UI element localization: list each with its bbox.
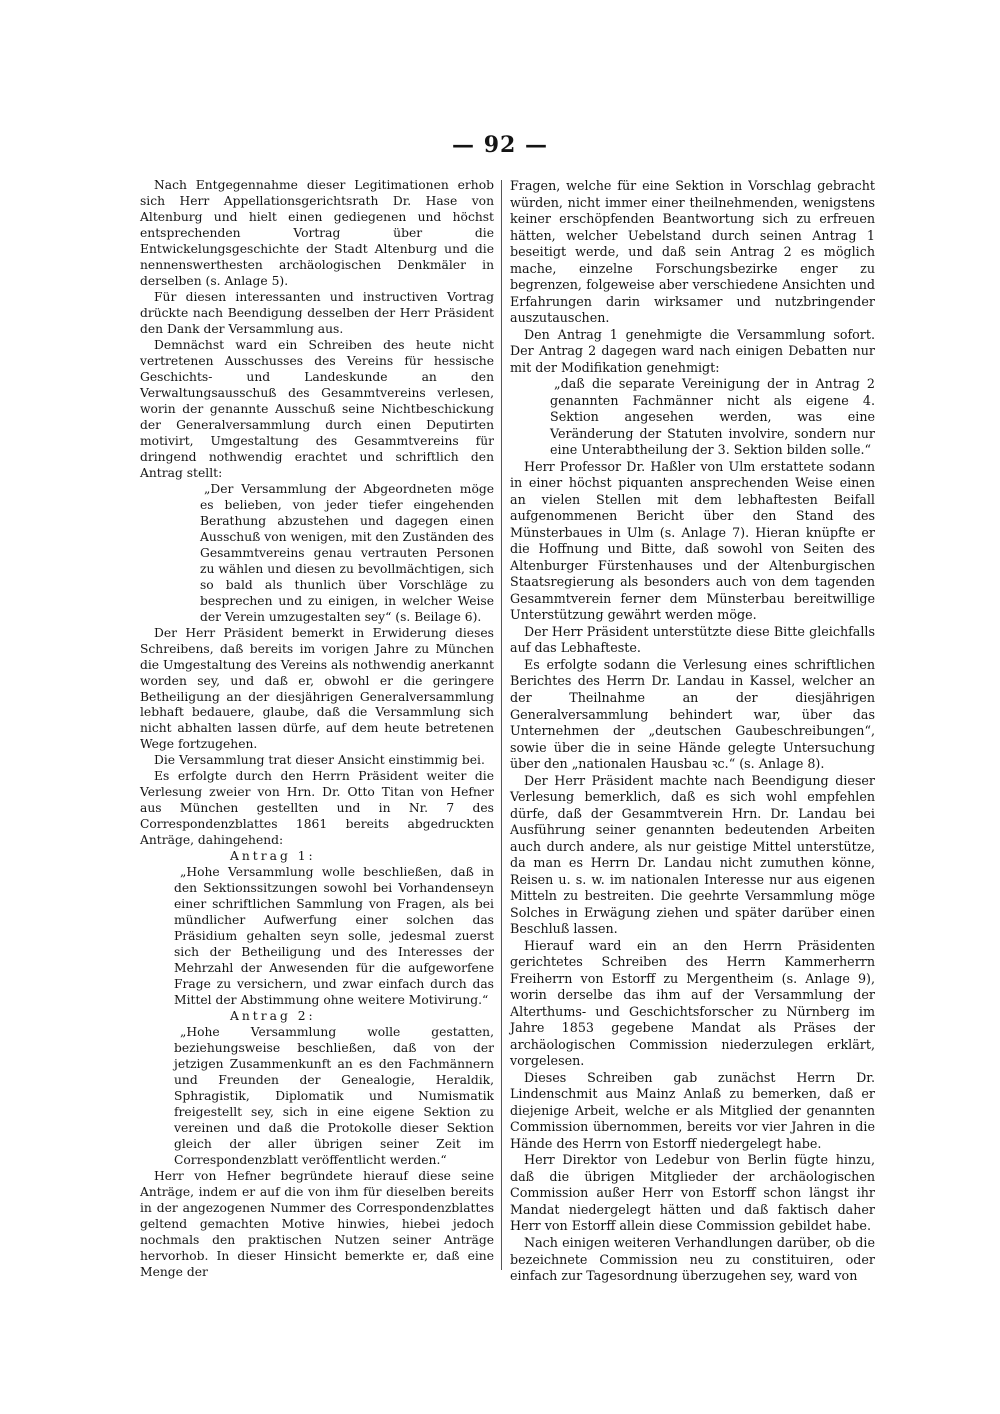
paragraph: Der Herr Präsident machte nach Beendigung dieser Verlesung bemerklich, daß es sich wohl empfehlen dürfe, daß der Gesammtverein Hrn. Dr. Landau bei Ausführung seiner genannten bedeutenden Arbeiten auch durch andere, als nur geistige Mittel unterstütze, da man es Herrn Dr. Landau nicht zumuthen könne, Reisen u. s. w. im nationalen Interesse nur aus eigenen Mitteln zu bestreiten. Die geehrte Versammlung möge Solches in Erwägung ziehen und später darüber einen Beschluß lassen.	[510, 772, 875, 937]
paragraph: Den Antrag 1 genehmigte die Versammlung sofort. Der Antrag 2 dagegen ward nach einigen Debatten nur mit der Modifikation genehmigt:	[510, 326, 875, 375]
paragraph: Herr Professor Dr. Haßler von Ulm erstattete sodann in einer höchst piquanten ansprechenden Weise einen an vielen Stellen mit dem lebhaftesten Beifall aufgenommenen Bericht über den Stand des Münsterbaues in Ulm (s. Anlage 7). Hieran knüpfte er die Hoffnung und Bitte, daß sowohl von Seiten des Altenburger Fürstenhauses und der Altenburgischen Staatsregierung als besonders auch von dem tagenden Gesammtverein ferner dem Münsterbau bereitwillige Unterstützung gewährt werden möge.	[510, 458, 875, 623]
block-quote: „Der Versammlung der Abgeordneten möge es belieben, von jeder tiefer eingehenden Berathung abzustehen und dagegen einen Ausschuß von wenigen, mit den Zuständen des Gesammtvereins genau vertrauten Personen zu wählen und diesen zu bevollmächtigen, sich so bald als thunlich über Vorschläge zu besprechen und zu einigen, in welcher Weise der Verein umzugestalten sey“ (s. Beilage 6).	[200, 481, 494, 624]
paragraph: Es erfolgte sodann die Verlesung eines schriftlichen Berichtes des Herrn Dr. Landau in Kassel, welcher an der Theilnahme an der diesjährigen Generalversammlung behindert war, über das Unternehmen der „deutschen Gaubeschreibungen“, sowie über die in seine Hände gelegte Untersuchung über den „nationalen Hausbau ꝛc.“ (s. Anlage 8).	[510, 656, 875, 772]
text-column-left	[140, 178, 494, 1281]
block-quote: „daß die separate Vereinigung der in Antrag 2 genannten Fachmänner nicht als eigene 4. Sektion angesehen werden, was eine Veränderung der Statuten involvire, sondern nur eine Unterabtheilung der 3. Sektion bilden solle.“	[550, 376, 875, 458]
paragraph: Für diesen interessanten und instructiven Vortrag drückte nach Beendigung desselben der Herr Präsident den Dank der Versammlung aus.	[140, 289, 494, 336]
page-number: — 92 —	[452, 132, 548, 158]
paragraph: Nach Entgegennahme dieser Legitimationen erhob sich Herr Appellationsgerichtsrath Dr. Hase von Altenburg und hielt einen gediegenen und höchst entsprechenden Vortrag über die Entwickelungsgeschichte der Stadt Altenburg und die nennenswerthesten archäologischen Denkmäler in derselben (s. Anlage 5).	[140, 178, 494, 288]
paragraph: Dieses Schreiben gab zunächst Herrn Dr. Lindenschmit aus Mainz Anlaß zu bemerken, daß er diejenige Arbeit, welche er als Mitglied der genannten Commission übernommen, bereits vor vier Jahren in die Hände des Herrn von Estorff niedergelegt habe.	[510, 1069, 875, 1151]
paragraph: Herr von Hefner begründete hierauf diese seine Anträge, indem er auf die von ihm für dieselben bereits in der angezogenen Nummer des Correspondenzblattes geltend gemachten Motive hinwies, hiebei jedoch nochmals den praktischen Nutzen seiner Anträge hervorhob. In dieser Hinsicht bemerkte er, daß eine Menge der	[140, 1169, 494, 1279]
paragraph: Hierauf ward ein an den Herrn Präsidenten gerichtetes Schreiben des Herrn Kammerherrn Freiherrn von Estorff zu Mergentheim (s. Anlage 9), worin derselbe das ihm auf der Versammlung der Alterthums- und Geschichtsforscher zu Nürnberg im Jahre 1853 gegebene Mandat als Präses der archäologischen Commission niederzulegen erklärt, vorgelesen.	[510, 937, 875, 1069]
paragraph: Demnächst ward ein Schreiben des heute nicht vertretenen Ausschusses des Vereins für hessische Geschichts- und Landeskunde an den Verwaltungsausschuß des Gesammtvereins verlesen, worin der genannte Ausschuß seine Nichtbeschickung der Generalversammlung durch einen Deputirten motivirt, Umgestaltung des Gesammtvereins für dringend nothwendig erachtet und schriftlich den Antrag stellt:	[140, 337, 494, 480]
paragraph: Nach einigen weiteren Verhandlungen darüber, ob die bezeichnete Commission neu zu constituiren, oder einfach zur Tagesordnung überzugehen sey, ward von	[510, 1235, 875, 1284]
motion-heading: Antrag 2:	[230, 1009, 316, 1024]
text-column-right	[510, 178, 875, 1285]
paragraph: Herr Direktor von Ledebur von Berlin fügte hinzu, daß die übrigen Mitglieder der archäologischen Commission außer Herr von Estorff schon längst ihr Mandat niedergelegt hätten und daß faktisch daher Herr von Estorff allein diese Commission gebildet habe.	[510, 1152, 875, 1234]
column-divider	[501, 180, 502, 1270]
paragraph-continuation: Fragen, welche für eine Sektion in Vorschlag gebracht würden, nicht immer einer theilnehmenden, wenigstens keiner erschöpfenden Beantwortung sich zu erfreuen hätten, welcher Uebelstand durch seinen Antrag 1 beseitigt werde, und daß sein Antrag 2 es möglich mache, einzelne Forschungsbezirke enger zu begrenzen, folgeweise aber verschiedene Ansichten und Erfahrungen darin wirksamer und nutzbringender auszutauschen.	[510, 178, 875, 326]
paragraph: Der Herr Präsident unterstützte diese Bitte gleichfalls auf das Lebhafteste.	[510, 623, 875, 656]
paragraph: Der Herr Präsident bemerkt in Erwiderung dieses Schreibens, daß bereits im vorigen Jahre zu München die Umgestaltung des Vereins als nothwendig anerkannt worden sey, und daß er, obwohl er die geringere Betheiligung an der diesjährigen Generalversammlung lebhaft bedauere, glaube, daß die Versammlung sich nicht abhalten lassen dürfe, auf dem heute betretenen Wege fortzugehen.	[140, 625, 494, 752]
motion-heading: Antrag 1:	[230, 849, 316, 864]
block-quote: „Hohe Versammlung wolle beschließen, daß in den Sektionssitzungen sowohl bei Vorhandenseyn einer schriftlichen Sammlung von Fragen, als bei mündlicher Aufwerfung einer solchen das Präsidium gehalten seyn solle, jedesmal zuerst sich der Betheiligung und des Interesses der Mehrzahl der Anwesenden für die aufgeworfene Frage zu versichern, und zwar einfach durch das Mittel der Abstimmung ohne weitere Motivirung.“	[174, 865, 494, 1008]
paragraph: Die Versammlung trat dieser Ansicht einstimmig bei.	[154, 753, 485, 768]
paragraph: Es erfolgte durch den Herrn Präsident weiter die Verlesung zweier von Hrn. Dr. Otto Titan von Hefner aus München gestellten und in Nr. 7 des Correspondenzblattes 1861 bereits abgedruckten Anträge, dahingehend:	[140, 769, 494, 848]
block-quote: „Hohe Versammlung wolle gestatten, beziehungsweise beschließen, daß von der jetzigen Zusammenkunft an es den Fachmännern und Freunden der Genealogie, Heraldik, Sphragistik, Diplomatik und Numismatik freigestellt sey, sich in eine eigene Sektion zu vereinen und daß die Protokolle dieser Sektion gleich der aller übrigen seiner Zeit im Correspondenzblatt veröffentlicht werden.“	[174, 1025, 494, 1168]
